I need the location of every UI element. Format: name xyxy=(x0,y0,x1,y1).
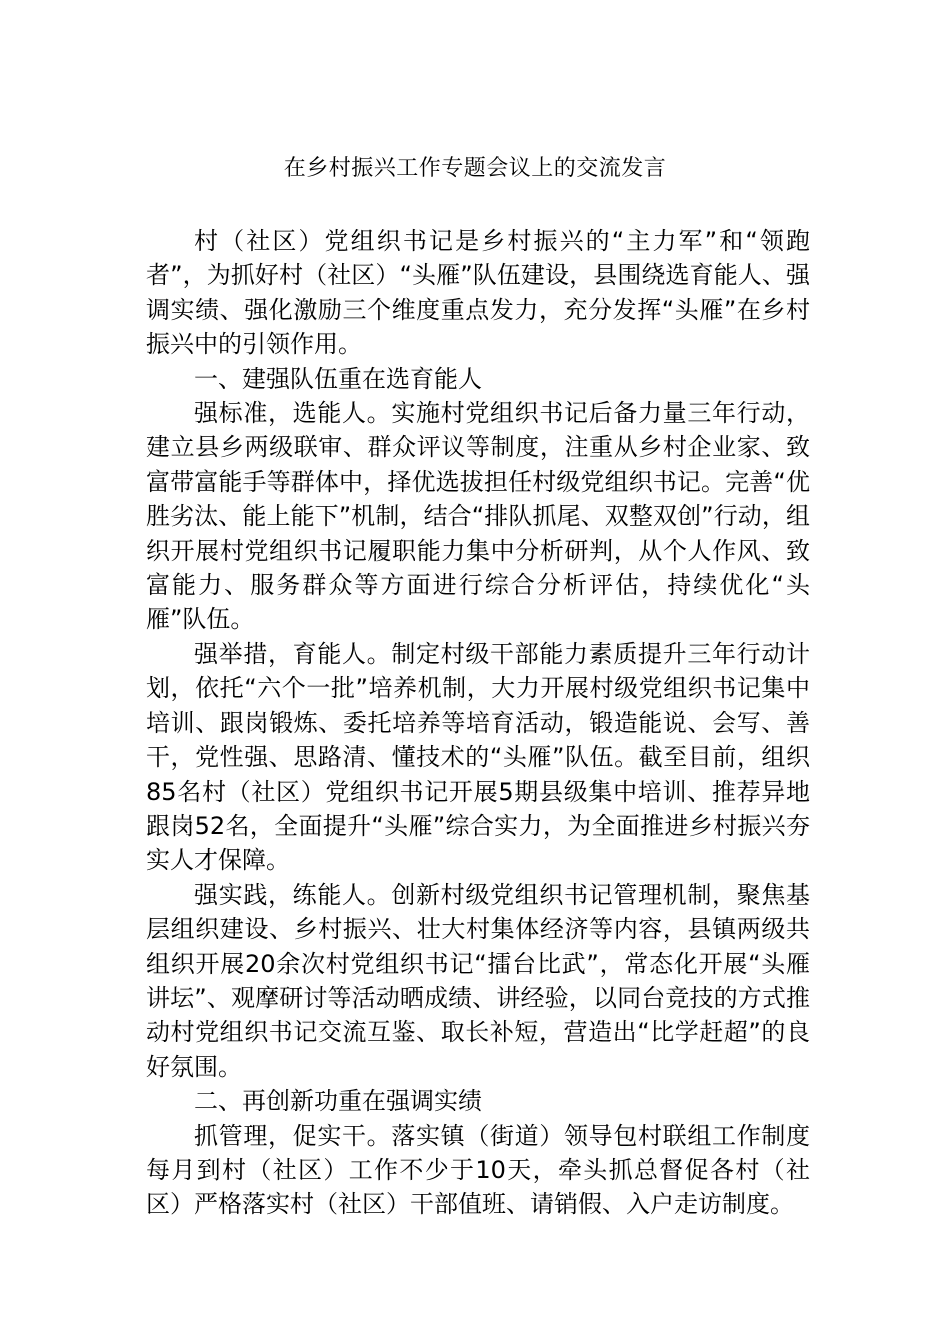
paragraph-management: 抓管理，促实干。落实镇（街道）领导包村联组工作制度每月到村（社区）工作不少于10天，牵头抓总督促各村（社区）严格落实村（社区）干部值班、请销假、入户走访制度。 xyxy=(146,1121,810,1219)
section-heading-2: 二、再创新功重在强调实绩 xyxy=(194,1087,482,1116)
paragraph-select-talent: 强标准，选能人。实施村党组织书记后备力量三年行动，建立县乡两级联审、群众评议等制度，注重从乡村企业家、致富带富能手等群体中，择优选拔担任村级党组织书记。完善“优胜劣汰、能上能下”机制，结合“排队抓尾、双整双创”行动，组织开展村党组织书记履职能力集中分析研判，从个人作风、致富能力、服务群众等方面进行综合分析评估，持续优化“头雁”队伍。 xyxy=(146,399,810,634)
section-heading-1: 一、建强队伍重在选育能人 xyxy=(194,364,482,393)
paragraph-train-talent: 强实践，练能人。创新村级党组织书记管理机制，聚焦基层组织建设、乡村振兴、壮大村集体经济等内容，县镇两级共组织开展20余次村党组织书记“擂台比武”，常态化开展“头雁讲坛”、观摩研讨等活动晒成绩、讲经验，以同台竞技的方式推动村党组织书记交流互鉴、取长补短，营造出“比学赶超”的良好氛围。 xyxy=(146,880,810,1081)
paragraph-intro: 村（社区）党组织书记是乡村振兴的“主力军”和“领跑者”，为抓好村（社区）“头雁”队伍建设，县围绕选育能人、强调实绩、强化激励三个维度重点发力，充分发挥“头雁”在乡村振兴中的引领作用。 xyxy=(146,227,810,359)
document-body xyxy=(146,224,810,1222)
document-title: 在乡村振兴工作专题会议上的交流发言 xyxy=(283,156,667,181)
paragraph-cultivate-talent: 强举措，育能人。制定村级干部能力素质提升三年行动计划，依托“六个一批”培养机制，大力开展村级党组织书记集中培训、跟岗锻炼、委托培养等培育活动，锻造能说、会写、善干，党性强、思路清、懂技术的“头雁”队伍。截至目前，组织85名村（社区）党组织书记开展5期县级集中培训、推荐异地跟岗52名，全面提升“头雁”综合实力，为全面推进乡村振兴夯实人才保障。 xyxy=(146,639,810,875)
